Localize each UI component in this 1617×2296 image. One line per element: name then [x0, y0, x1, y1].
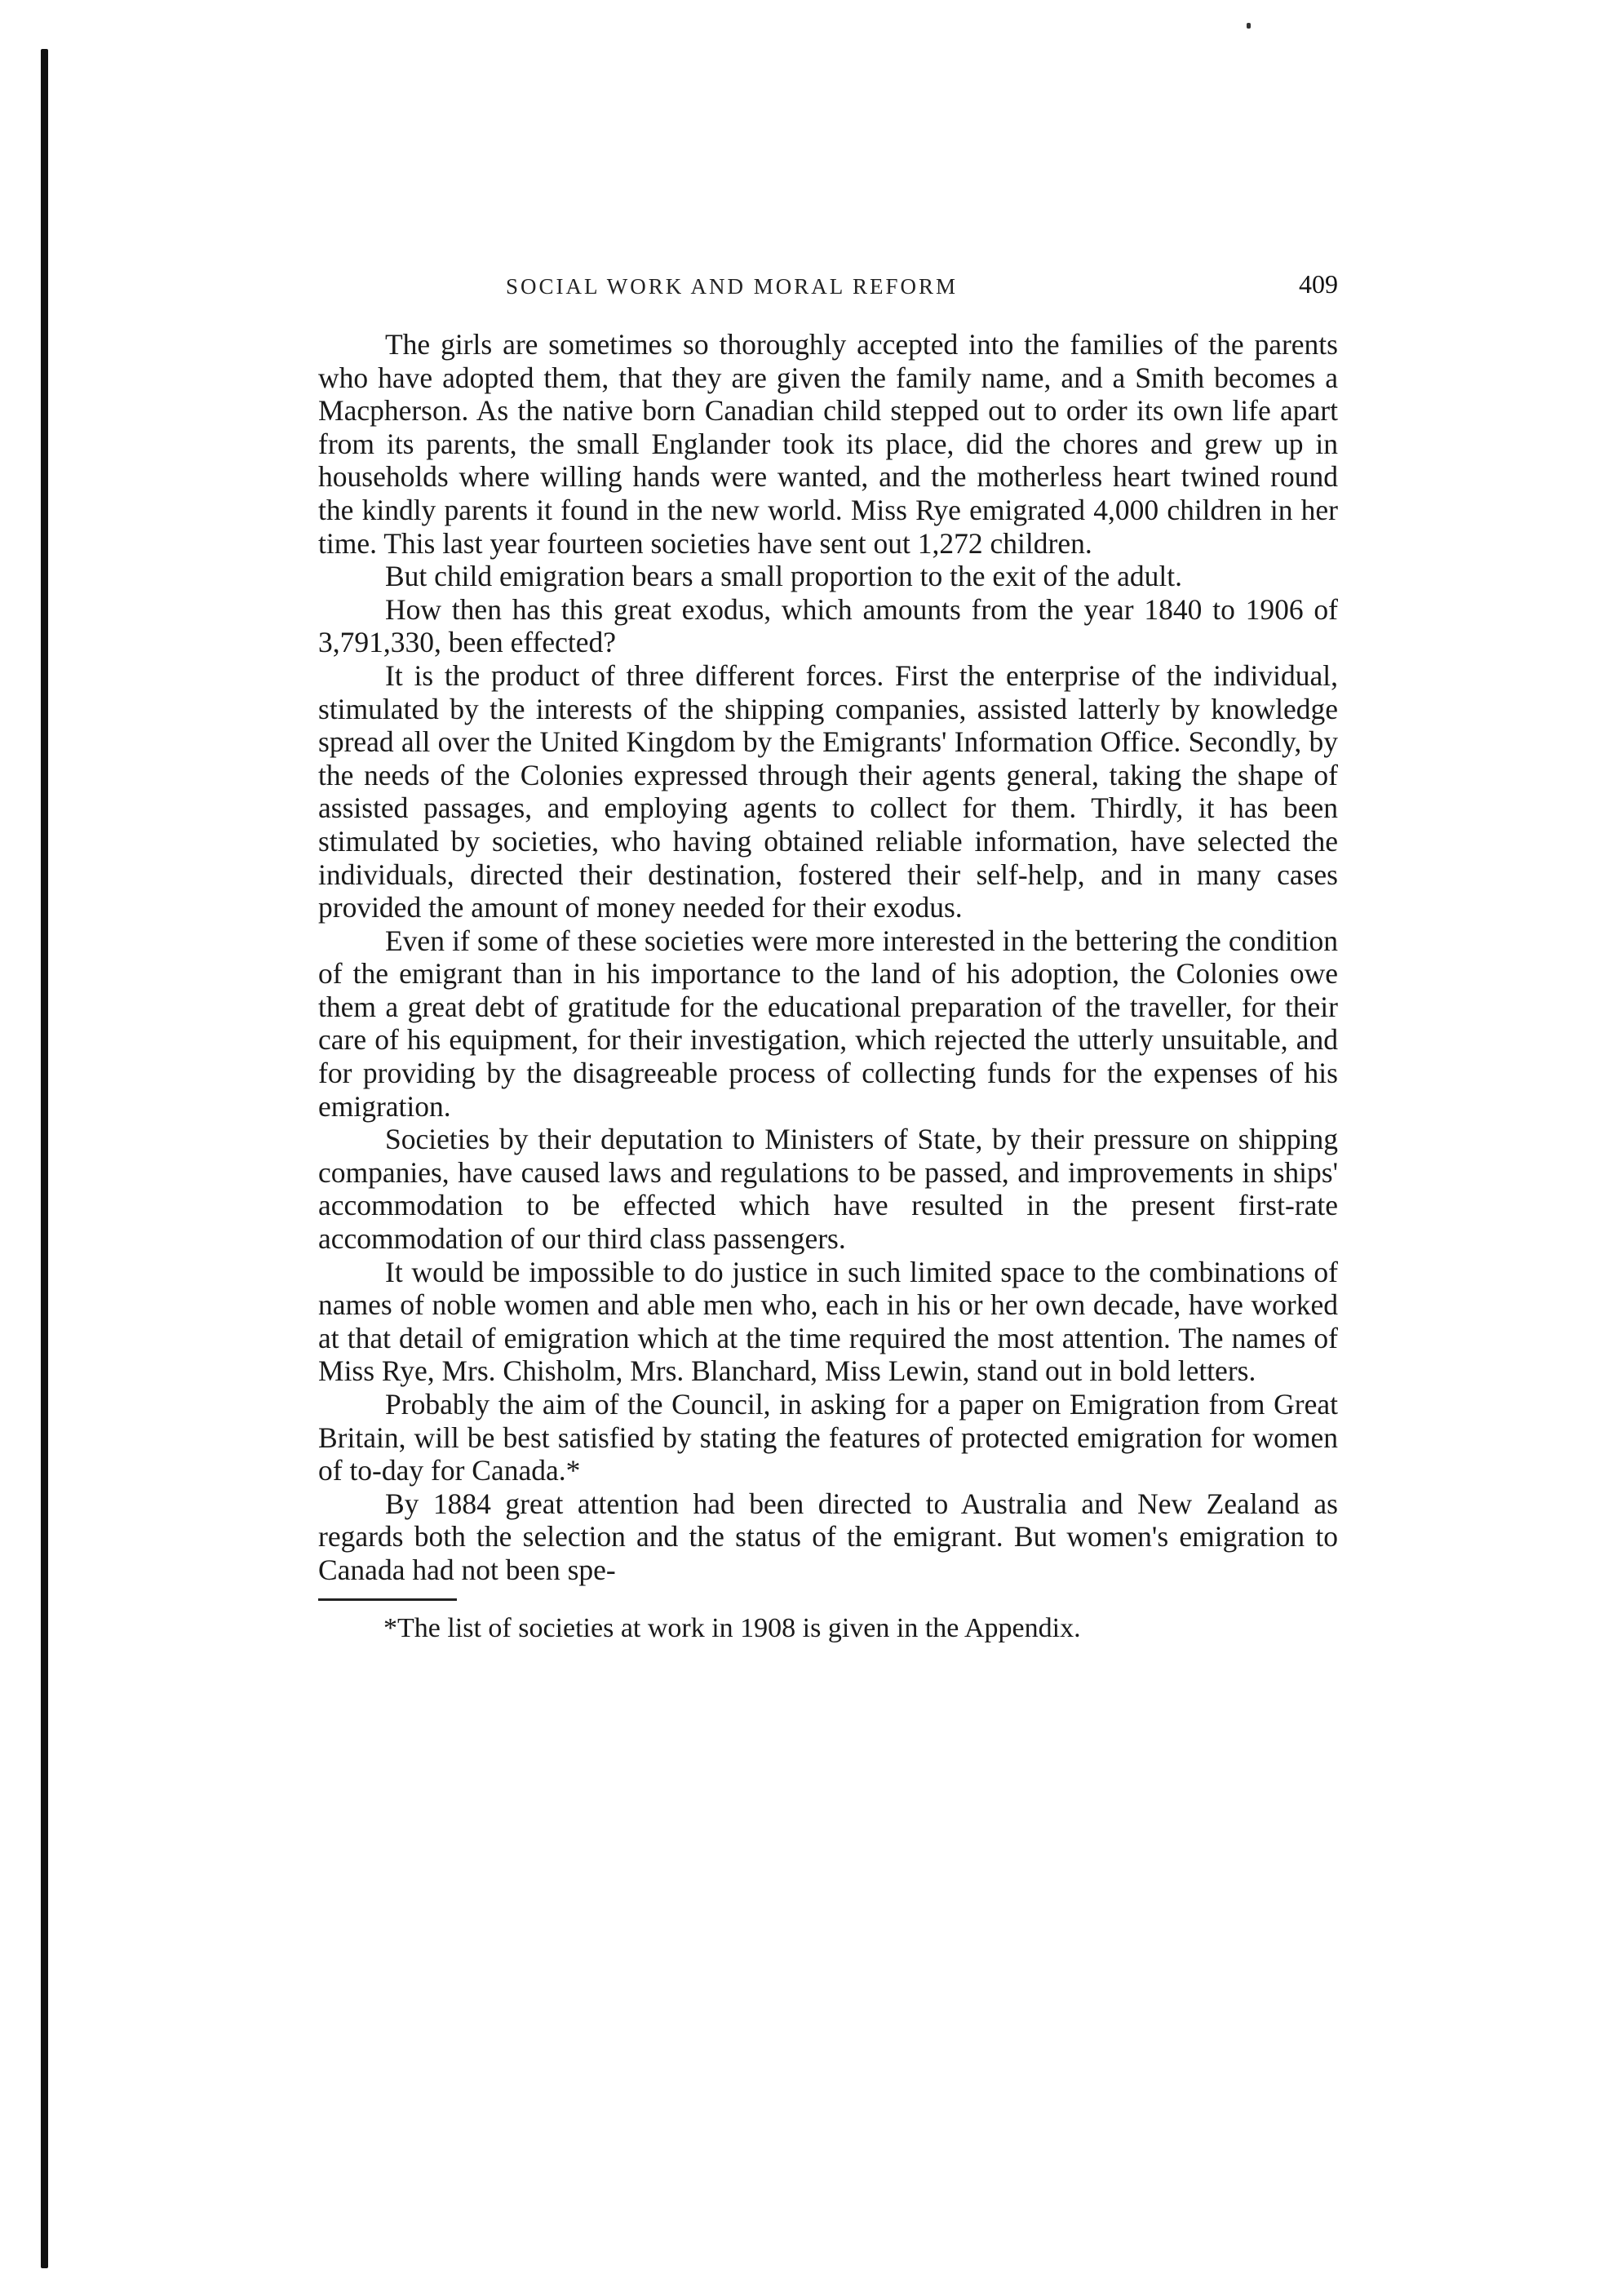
page-number: 409	[1299, 269, 1338, 299]
paragraph: Even if some of these societies were more interested in the bettering the condition of the emigrant than in his importance to the land of his adoption, the Colonies owe them a great debt of gratitude for the educational preparation of the traveller, for their care of his equipment, for their investigation, which rejected the utterly unsuitable, and for providing by the disagreeable process of collecting funds for the expenses of his emigration.	[318, 924, 1338, 1123]
paragraph: It would be impossible to do justice in such limited space to the combinations of names of noble women and able men who, each in his or her own decade, have worked at that detail of emigration which at the time required the most attention. The names of Miss Rye, Mrs. Chisholm, Mrs. Blanchard, Miss Lewin, stand out in bold letters.	[318, 1255, 1338, 1388]
footnote-rule	[318, 1598, 457, 1601]
paragraph: Probably the aim of the Council, in asking for a paper on Emigration from Great Britain, will be best satisfied by stating the features of protected emigration for women of to-day for Canada.*	[318, 1388, 1338, 1487]
footnote: *The list of societies at work in 1908 is given in the Appendix.	[383, 1612, 1081, 1643]
paragraph: It is the product of three different forces. First the enterprise of the individual, stimulated by the interests of the shipping companies, assisted latterly by knowledge spread all over the United Kingdom by the Emigrants' Information Office. Secondly, by the needs of the Colonies expressed through their agents general, taking the shape of assisted passages, and employing agents to collect for them. Thirdly, it has been stimulated by societies, who having obtained reliable information, have selected the individuals, directed their destination, fostered their self-help, and in many cases provided the amount of money needed for their exodus.	[318, 658, 1338, 924]
running-head	[318, 269, 1338, 308]
paragraph: But child emigration bears a small proportion to the exit of the adult.	[385, 560, 1183, 593]
paragraph: Societies by their deputation to Ministers of State, by their pressure on shipping companies, have caused laws and regulations to be passed, and improvements in ships' accommodation to be effected which have resulted in the present first-rate accommodation of our third class passengers.	[318, 1123, 1338, 1256]
page-binding-edge	[41, 49, 48, 2268]
paragraph: The girls are sometimes so thoroughly accepted into the families of the parents who have adopted them, that they are given the family name, and a Smith becomes a Macpherson. As the native born Canadian child stepped out to order its own life apart from its parents, the small Englander took its place, did the chores and grew up in households where willing hands were wanted, and the motherless heart twined round the kindly parents it found in the new world. Miss Rye emigrated 4,000 children in her time. This last year fourteen societies have sent out 1,272 children.	[318, 328, 1338, 560]
paragraph: How then has this great exodus, which amounts from the year 1840 to 1906 of 3,791,330, been effected?	[318, 592, 1338, 659]
body-text	[318, 328, 1338, 1587]
paragraph: By 1884 great attention had been directed to Australia and New Zealand as regards both the selection and the status of the emigrant. But women's emigration to Canada had not been spe-	[318, 1487, 1338, 1586]
print-speck	[1247, 23, 1251, 29]
book-page	[318, 269, 1338, 1645]
running-title: SOCIAL WORK AND MORAL REFORM	[506, 274, 959, 299]
